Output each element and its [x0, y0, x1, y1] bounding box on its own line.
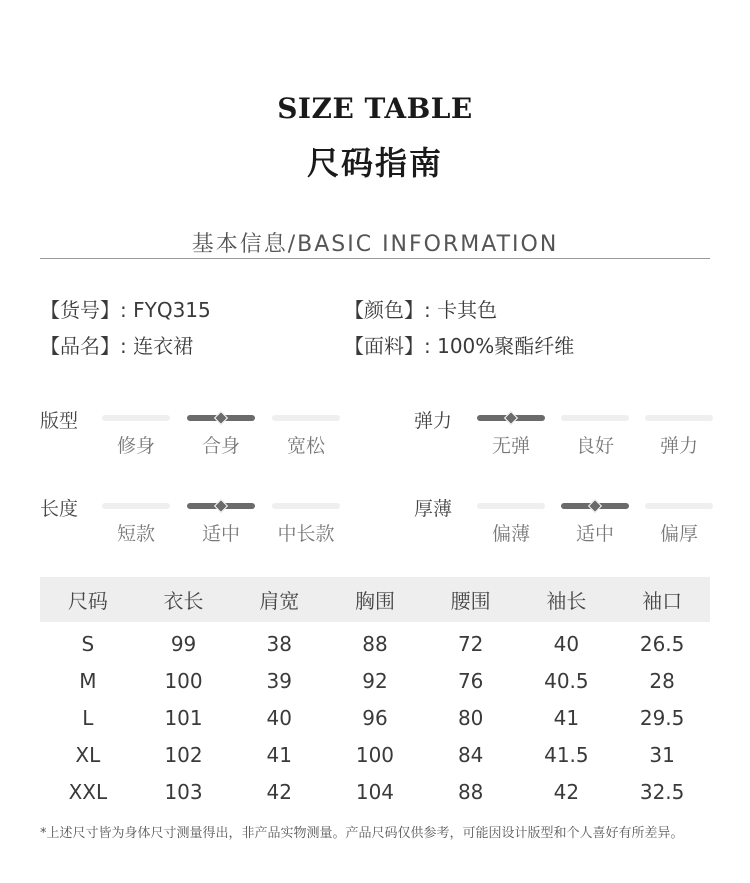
option-label: 适中 [575, 523, 614, 545]
info-item-fabric [344, 330, 574, 359]
section-divider [40, 258, 710, 259]
table-cell: 41 [266, 742, 292, 767]
size-table [40, 577, 710, 810]
scale-track-elasticity-1 [477, 415, 545, 421]
table-cell: 102 [164, 742, 203, 767]
table-cell: 100 [164, 668, 203, 693]
column-header: 袖口 [614, 577, 710, 622]
info-value: 卡其色 [437, 298, 498, 322]
scale-track-length-1 [102, 503, 170, 509]
title-chinese: 尺码指南 [306, 144, 443, 182]
table-cell: 29.5 [639, 705, 685, 730]
table-cell: 88 [457, 779, 484, 804]
table-cell: 72 [457, 631, 484, 656]
scale-marker-icon [214, 499, 228, 513]
option-label: 合身 [201, 435, 240, 457]
table-row [40, 662, 710, 699]
column-header: 袖长 [519, 577, 615, 622]
table-cell: 40 [266, 705, 292, 730]
table-cell: 42 [266, 779, 292, 804]
info-item-name [40, 330, 193, 359]
option-label: 弹力 [659, 435, 698, 457]
table-cell: 40.5 [544, 668, 589, 693]
info-key: 【面料】: [344, 334, 431, 358]
scale-track-fit-1 [102, 415, 170, 421]
table-cell: M [79, 668, 97, 693]
attr-label-thickness: 厚薄 [414, 498, 453, 520]
scale-track-length-3 [272, 503, 340, 509]
option-label: 修身 [116, 435, 155, 457]
table-cell: 84 [457, 742, 484, 767]
table-cell: XL [75, 742, 101, 767]
info-key: 【品名】: [40, 334, 127, 358]
attr-label-fit: 版型 [40, 410, 79, 432]
option-label: 良好 [575, 435, 614, 457]
info-item-color [344, 294, 497, 323]
column-header: 胸围 [327, 577, 423, 622]
info-key: 【货号】: [40, 298, 127, 322]
table-cell: 38 [266, 631, 292, 656]
table-header-row [40, 577, 710, 622]
option-label: 宽松 [286, 435, 325, 457]
info-item-sku [40, 294, 211, 323]
table-cell: 40 [553, 631, 580, 656]
title-english: SIZE TABLE [277, 92, 473, 125]
scale-track-elasticity-3 [645, 415, 713, 421]
footnote: *上述尺寸皆为身体尺寸测量得出，非产品实物测量。产品尺码仅供参考，可能因设计版型和个人喜好有所差异。 [40, 826, 684, 841]
table-cell: 104 [355, 779, 395, 804]
table-cell: 42 [553, 779, 580, 804]
table-cell: 96 [362, 705, 388, 730]
table-cell: 101 [164, 705, 203, 730]
column-header: 肩宽 [231, 577, 327, 622]
column-header: 腰围 [423, 577, 519, 622]
table-row [40, 622, 710, 662]
table-cell: 32.5 [639, 779, 685, 804]
table-cell: 99 [170, 631, 197, 656]
table-cell: XXL [68, 779, 108, 804]
table-cell: 31 [649, 742, 675, 767]
option-label: 无弹 [491, 435, 530, 457]
table-cell: 80 [457, 705, 484, 730]
scale-track-fit-2 [187, 415, 255, 421]
table-row [40, 699, 710, 736]
info-value: FYQ315 [133, 298, 211, 322]
attr-label-elasticity: 弹力 [414, 410, 453, 432]
attr-label-length: 长度 [40, 498, 79, 520]
table-cell: 41.5 [544, 742, 589, 767]
option-label: 短款 [116, 523, 155, 545]
table-cell: 39 [266, 668, 292, 693]
scale-track-elasticity-2 [561, 415, 629, 421]
scale-track-thickness-2 [561, 503, 629, 509]
option-label: 偏薄 [491, 523, 530, 545]
info-value: 连衣裙 [133, 334, 194, 358]
scale-marker-icon [214, 411, 228, 425]
scale-track-fit-3 [272, 415, 340, 421]
table-cell: S [81, 631, 95, 656]
table-row [40, 773, 710, 810]
basic-info-heading: 基本信息/BASIC INFORMATION [191, 232, 559, 257]
scale-track-thickness-3 [645, 503, 713, 509]
table-cell: 88 [362, 631, 388, 656]
column-header: 衣长 [136, 577, 232, 622]
scale-track-thickness-1 [477, 503, 545, 509]
table-cell: 92 [362, 668, 388, 693]
table-cell: 41 [553, 705, 580, 730]
scale-marker-icon [504, 411, 518, 425]
scale-track-length-2 [187, 503, 255, 509]
table-cell: 76 [457, 668, 484, 693]
scale-marker-icon [588, 499, 602, 513]
table-cell: 28 [649, 668, 675, 693]
table-row [40, 736, 710, 773]
option-label: 偏厚 [659, 523, 698, 545]
table-cell: L [82, 705, 94, 730]
table-cell: 100 [355, 742, 395, 767]
info-key: 【颜色】: [344, 298, 431, 322]
option-label: 适中 [201, 523, 240, 545]
option-label: 中长款 [277, 523, 335, 545]
column-header: 尺码 [40, 577, 136, 622]
table-cell: 103 [164, 779, 203, 804]
info-value: 100%聚酯纤维 [437, 334, 575, 358]
table-cell: 26.5 [639, 631, 685, 656]
